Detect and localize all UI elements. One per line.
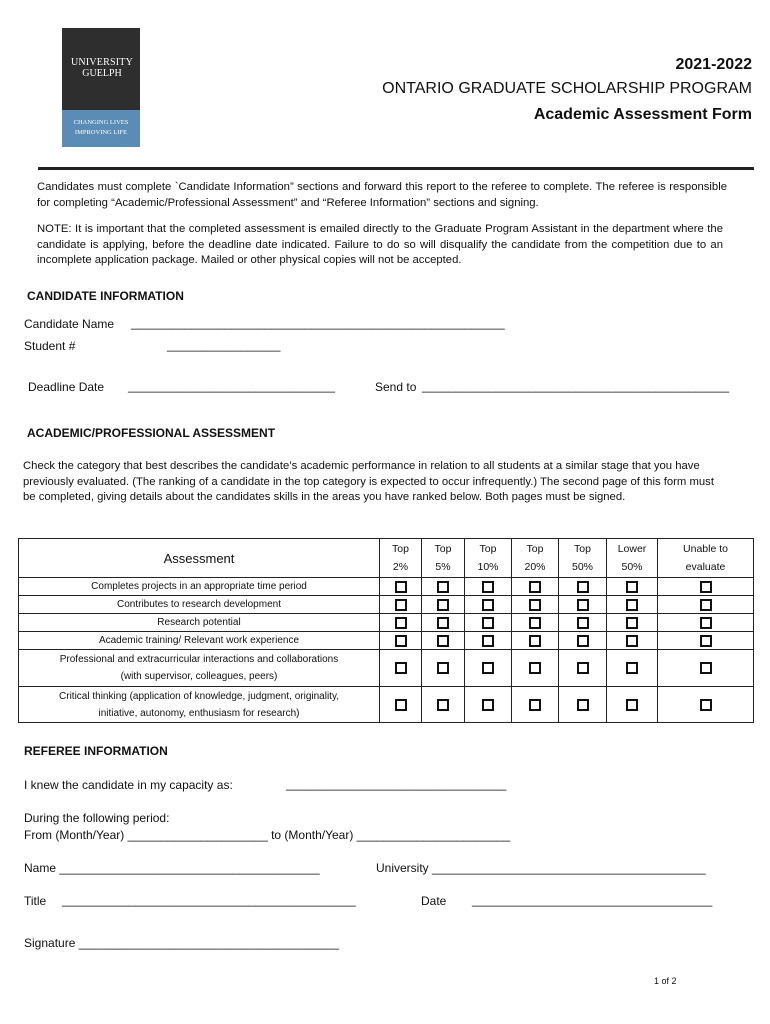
- rating-checkbox[interactable]: [437, 699, 449, 711]
- checkbox-cell: [512, 687, 559, 723]
- rating-checkbox[interactable]: [482, 635, 494, 647]
- criterion-label: [19, 650, 380, 687]
- checkbox-cell: [465, 578, 512, 596]
- assessment-instructions: Check the category that best describes the candidate’s academic performance in relation to all students at a similar stage that you have previously evaluated. (The ranking of a candidate in the top category is expected to occur infrequently.) The second page of this form must be completed, giving details about the candidates skills in the areas you have ranked below. Both pages must be signed.: [23, 460, 714, 503]
- rating-checkbox[interactable]: [395, 599, 407, 611]
- rating-checkbox[interactable]: [700, 699, 712, 711]
- checkbox-cell: [512, 596, 559, 614]
- rating-checkbox[interactable]: [577, 662, 589, 674]
- checkbox-cell: [380, 596, 422, 614]
- checkbox-cell: [512, 614, 559, 632]
- checkbox-cell: [380, 578, 422, 596]
- table-row: [19, 687, 754, 723]
- logo-name-line2: GUELPH: [82, 68, 122, 79]
- column-header-line1: Top: [434, 543, 452, 555]
- criterion-label: Contributes to research development: [19, 596, 380, 614]
- send-to-label: Send to: [375, 380, 417, 394]
- candidate-name-field[interactable]: ________________________________________________________: [131, 316, 505, 330]
- checkbox-cell: [465, 614, 512, 632]
- checkbox-cell: [380, 687, 422, 723]
- column-header-line2: 50%: [571, 561, 593, 573]
- logo-wordmark-panel: [62, 28, 140, 110]
- period-label: During the following period:: [24, 811, 170, 825]
- rating-checkbox[interactable]: [529, 617, 541, 629]
- assessment-table: [18, 538, 754, 723]
- checkbox-cell: [512, 650, 559, 687]
- referee-section-heading: REFEREE INFORMATION: [24, 744, 168, 758]
- checkbox-cell: [465, 596, 512, 614]
- referee-date-label: Date: [421, 894, 447, 908]
- rating-checkbox[interactable]: [395, 662, 407, 674]
- checkbox-cell: [607, 632, 658, 650]
- rating-checkbox[interactable]: [700, 599, 712, 611]
- checkbox-cell: [512, 632, 559, 650]
- criterion-label: Completes projects in an appropriate time period: [19, 578, 380, 596]
- column-header-line1: Top: [574, 543, 591, 555]
- criterion-label: Academic training/ Relevant work experience: [19, 632, 380, 650]
- table-header-row: [19, 539, 754, 578]
- logo-name-line1: UNIVERSITY: [71, 57, 133, 68]
- checkbox-cell: [658, 632, 754, 650]
- column-header-top-50: [559, 539, 607, 578]
- criterion-line2: initiative, autonomy, enthusiasm for research): [98, 707, 300, 719]
- referee-signature-field[interactable]: Signature _______________________________________: [24, 936, 339, 950]
- column-header-line1: Top: [526, 543, 544, 555]
- criterion-line1: Critical thinking (application of knowledge, judgment, originality,: [59, 690, 339, 702]
- criterion-line2: (with supervisor, colleagues, peers): [120, 671, 278, 682]
- checkbox-cell: [559, 632, 607, 650]
- checkbox-cell: [559, 578, 607, 596]
- checkbox-cell: [607, 687, 658, 723]
- column-header-line2: 2%: [392, 561, 409, 573]
- assessment-section-heading: ACADEMIC/PROFESSIONAL ASSESSMENT: [27, 426, 276, 440]
- rating-checkbox[interactable]: [395, 581, 407, 593]
- rating-checkbox[interactable]: [700, 617, 712, 629]
- university-logo: [62, 28, 140, 147]
- rating-checkbox[interactable]: [700, 581, 712, 593]
- column-header-top-5: [422, 539, 465, 578]
- rating-checkbox[interactable]: [529, 699, 541, 711]
- rating-checkbox[interactable]: [626, 581, 638, 593]
- send-to-field[interactable]: ______________________________________________: [422, 379, 729, 393]
- rating-checkbox[interactable]: [437, 635, 449, 647]
- rating-checkbox[interactable]: [529, 635, 541, 647]
- checkbox-cell: [465, 650, 512, 687]
- rating-checkbox[interactable]: [577, 699, 589, 711]
- rating-checkbox[interactable]: [437, 662, 449, 674]
- rating-checkbox[interactable]: [395, 699, 407, 711]
- checkbox-cell: [559, 614, 607, 632]
- rating-checkbox[interactable]: [482, 581, 494, 593]
- instructions-text: Candidates must complete `Candidate Information” sections and forward this report to the referee to complete. The referee is responsible for completing “Academic/Professional Assessment” and “Referee Information” sections and signing.: [37, 181, 727, 209]
- rating-checkbox[interactable]: [577, 581, 589, 593]
- page-number: 1 of 2: [654, 976, 677, 986]
- rating-checkbox[interactable]: [529, 581, 541, 593]
- rating-checkbox[interactable]: [577, 617, 589, 629]
- criterion-label: Research potential: [19, 614, 380, 632]
- assessment-column-header: Assessment: [19, 539, 380, 578]
- rating-checkbox[interactable]: [626, 662, 638, 674]
- column-header-top-2: [380, 539, 422, 578]
- checkbox-cell: [380, 632, 422, 650]
- rating-checkbox[interactable]: [395, 635, 407, 647]
- checkbox-cell: [422, 596, 465, 614]
- candidate-name-label: Candidate Name: [24, 317, 115, 331]
- rating-checkbox[interactable]: [395, 617, 407, 629]
- column-header-top-20: [512, 539, 559, 578]
- column-header-line2: evaluate: [685, 561, 726, 573]
- capacity-field[interactable]: _________________________________: [286, 777, 507, 791]
- table-row: [19, 650, 754, 687]
- checkbox-cell: [512, 578, 559, 596]
- checkbox-cell: [380, 650, 422, 687]
- criterion-label: [19, 687, 380, 723]
- column-header-line1: Top: [479, 543, 497, 555]
- capacity-label: I knew the candidate in my capacity as:: [24, 778, 233, 792]
- column-header-top-10: [465, 539, 512, 578]
- rating-checkbox[interactable]: [437, 599, 449, 611]
- checkbox-cell: [465, 687, 512, 723]
- referee-university-field[interactable]: University _________________________________________: [376, 861, 706, 875]
- checkbox-cell: [559, 650, 607, 687]
- rating-checkbox[interactable]: [577, 599, 589, 611]
- referee-title-label: Title: [24, 894, 47, 908]
- rating-checkbox[interactable]: [626, 599, 638, 611]
- column-header-lower-50: [607, 539, 658, 578]
- rating-checkbox[interactable]: [529, 599, 541, 611]
- checkbox-cell: [465, 632, 512, 650]
- rating-checkbox[interactable]: [700, 635, 712, 647]
- table-row: [19, 596, 754, 614]
- form-title: Academic Assessment Form: [533, 106, 752, 123]
- table-row: [19, 614, 754, 632]
- referee-name-field[interactable]: Name _______________________________________: [24, 861, 320, 875]
- logo-tagline-line2: IMPROVING LIFE: [74, 129, 128, 136]
- table-row: [19, 632, 754, 650]
- rating-checkbox[interactable]: [626, 699, 638, 711]
- column-header-line2: 20%: [524, 561, 546, 573]
- column-header-line2: 50%: [621, 561, 643, 573]
- form-year: 2021-2022: [675, 56, 752, 73]
- rating-checkbox[interactable]: [626, 635, 638, 647]
- column-header-line2: 10%: [477, 561, 499, 573]
- checkbox-cell: [559, 687, 607, 723]
- rating-checkbox[interactable]: [700, 662, 712, 674]
- checkbox-cell: [422, 632, 465, 650]
- deadline-date-label: Deadline Date: [28, 380, 105, 394]
- checkbox-cell: [607, 596, 658, 614]
- logo-tagline-line1: CHANGING LIVES: [73, 119, 129, 126]
- rating-checkbox[interactable]: [482, 699, 494, 711]
- checkbox-cell: [607, 578, 658, 596]
- checkbox-cell: [559, 596, 607, 614]
- candidate-section-heading: CANDIDATE INFORMATION: [27, 289, 184, 303]
- column-header-line2: 5%: [435, 561, 451, 573]
- rating-checkbox[interactable]: [482, 617, 494, 629]
- checkbox-cell: [658, 578, 754, 596]
- column-header-line1: Unable to: [683, 543, 728, 555]
- rating-checkbox[interactable]: [482, 662, 494, 674]
- student-number-label: Student #: [24, 339, 76, 353]
- checkbox-cell: [422, 614, 465, 632]
- checkbox-cell: [658, 596, 754, 614]
- column-header-line1: Lower: [617, 543, 647, 555]
- column-header-line1: Top: [392, 543, 409, 555]
- program-title: ONTARIO GRADUATE SCHOLARSHIP PROGRAM: [382, 80, 752, 97]
- note-text: NOTE: It is important that the completed assessment is emailed directly to the Graduate Program Assistant in the department where the candidate is applying, before the deadline date indicated. Failure to do so will disqualify the candidate from the competition due to an incomplete application package. Mailed or other physical copies will not be accepted.: [37, 223, 723, 266]
- student-number-field[interactable]: _________________: [167, 338, 281, 352]
- criterion-line1: Professional and extracurricular interactions and collaborations: [59, 654, 339, 665]
- logo-tagline-panel: [62, 110, 140, 147]
- checkbox-cell: [607, 614, 658, 632]
- checkbox-cell: [422, 578, 465, 596]
- referee-title-field[interactable]: ____________________________________________: [62, 893, 356, 907]
- deadline-date-field[interactable]: _______________________________: [128, 379, 335, 393]
- rating-checkbox[interactable]: [577, 635, 589, 647]
- checkbox-cell: [658, 687, 754, 723]
- rating-checkbox[interactable]: [626, 617, 638, 629]
- checkbox-cell: [380, 614, 422, 632]
- checkbox-cell: [422, 650, 465, 687]
- rating-checkbox[interactable]: [437, 581, 449, 593]
- rating-checkbox[interactable]: [437, 617, 449, 629]
- rating-checkbox[interactable]: [482, 599, 494, 611]
- column-header-unable: [658, 539, 754, 578]
- table-row: [19, 578, 754, 596]
- checkbox-cell: [422, 687, 465, 723]
- checkbox-cell: [658, 614, 754, 632]
- checkbox-cell: [607, 650, 658, 687]
- rating-checkbox[interactable]: [529, 662, 541, 674]
- header-divider: [38, 167, 754, 170]
- period-from-to-field[interactable]: From (Month/Year) _____________________ to (Month/Year) _______________________: [24, 828, 511, 842]
- checkbox-cell: [658, 650, 754, 687]
- referee-date-field[interactable]: ____________________________________: [472, 893, 713, 907]
